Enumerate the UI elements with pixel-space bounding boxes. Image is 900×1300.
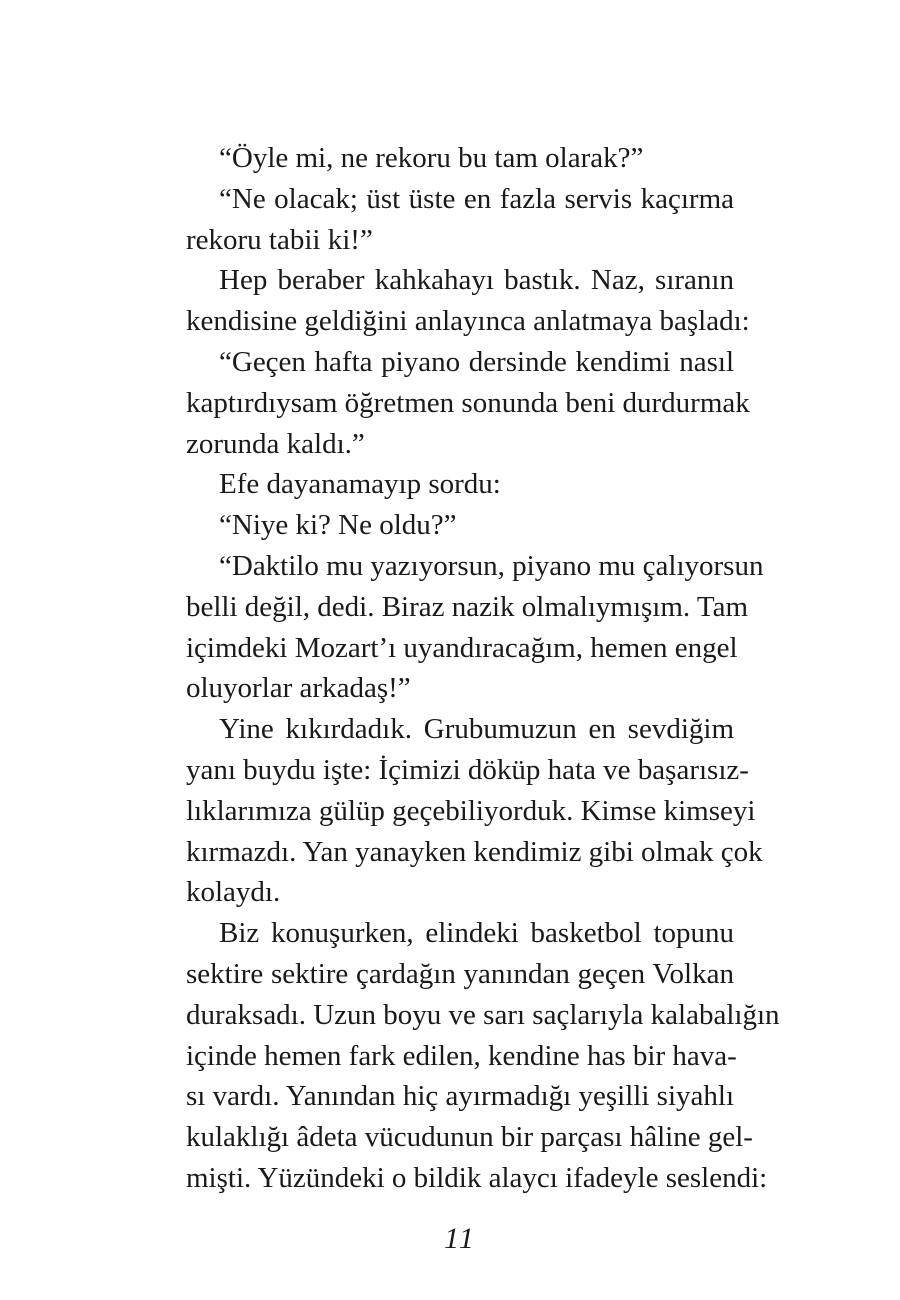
text-line: kulaklığı âdeta vücudunun bir parçası hâline gel- (186, 1121, 753, 1154)
text-line: sektire sektire çardağın yanından geçen Volkan (186, 957, 734, 990)
text-line: Hep beraber kahkahayı bastık. Naz, sıranın (219, 264, 734, 297)
text-line: yanı buydu işte: İçimizi döküp hata ve başarısız- (186, 753, 749, 786)
text-line: zorunda kaldı.” (186, 427, 365, 460)
text-line: kendisine geldiğini anlayınca anlatmaya başladı: (186, 305, 750, 338)
text-line: kırmazdı. Yan yanayken kendimiz gibi olmak çok (186, 835, 763, 868)
text-line: mişti. Yüzündeki o bildik alaycı ifadeyle seslendi: (186, 1161, 768, 1194)
text-line: sı vardı. Yanından hiç ayırmadığı yeşilli siyahlı (186, 1080, 734, 1113)
body-text (186, 138, 780, 1199)
text-line: lıklarımıza gülüp geçebiliyorduk. Kimse kimseyi (186, 794, 756, 827)
text-line: Biz konuşurken, elindeki basketbol topunu (219, 917, 734, 950)
text-line: “Öyle mi, ne rekoru bu tam olarak?” (219, 142, 644, 174)
text-line: belli değil, dedi. Biraz nazik olmalıymışım. Tam (186, 590, 749, 623)
text-line: Efe dayanamayıp sordu: (219, 468, 501, 501)
text-line: rekoru tabii ki!” (186, 223, 373, 256)
text-line: “Ne olacak; üst üste en fazla servis kaçırma (219, 182, 734, 215)
text-line: “Niye ki? Ne oldu?” (219, 509, 457, 542)
text-line: duraksadı. Uzun boyu ve sarı saçlarıyla kalabalığın (186, 998, 780, 1031)
text-line: kolaydı. (186, 876, 281, 909)
page-number: 11 (444, 1222, 476, 1255)
text-line: Yine kıkırdadık. Grubumuzun en sevdiğim (219, 713, 734, 746)
text-line: içimdeki Mozart’ı uyandıracağım, hemen engel (186, 631, 738, 664)
text-line: içinde hemen fark edilen, kendine has bir hava- (186, 1039, 737, 1072)
text-line: kaptırdıysam öğretmen sonunda beni durdurmak (186, 386, 750, 419)
text-line: oluyorlar arkadaş!” (186, 672, 411, 705)
text-line: “Geçen hafta piyano dersinde kendimi nasıl (219, 345, 734, 378)
text-line: “Daktilo mu yazıyorsun, piyano mu çalıyorsun (219, 549, 764, 582)
